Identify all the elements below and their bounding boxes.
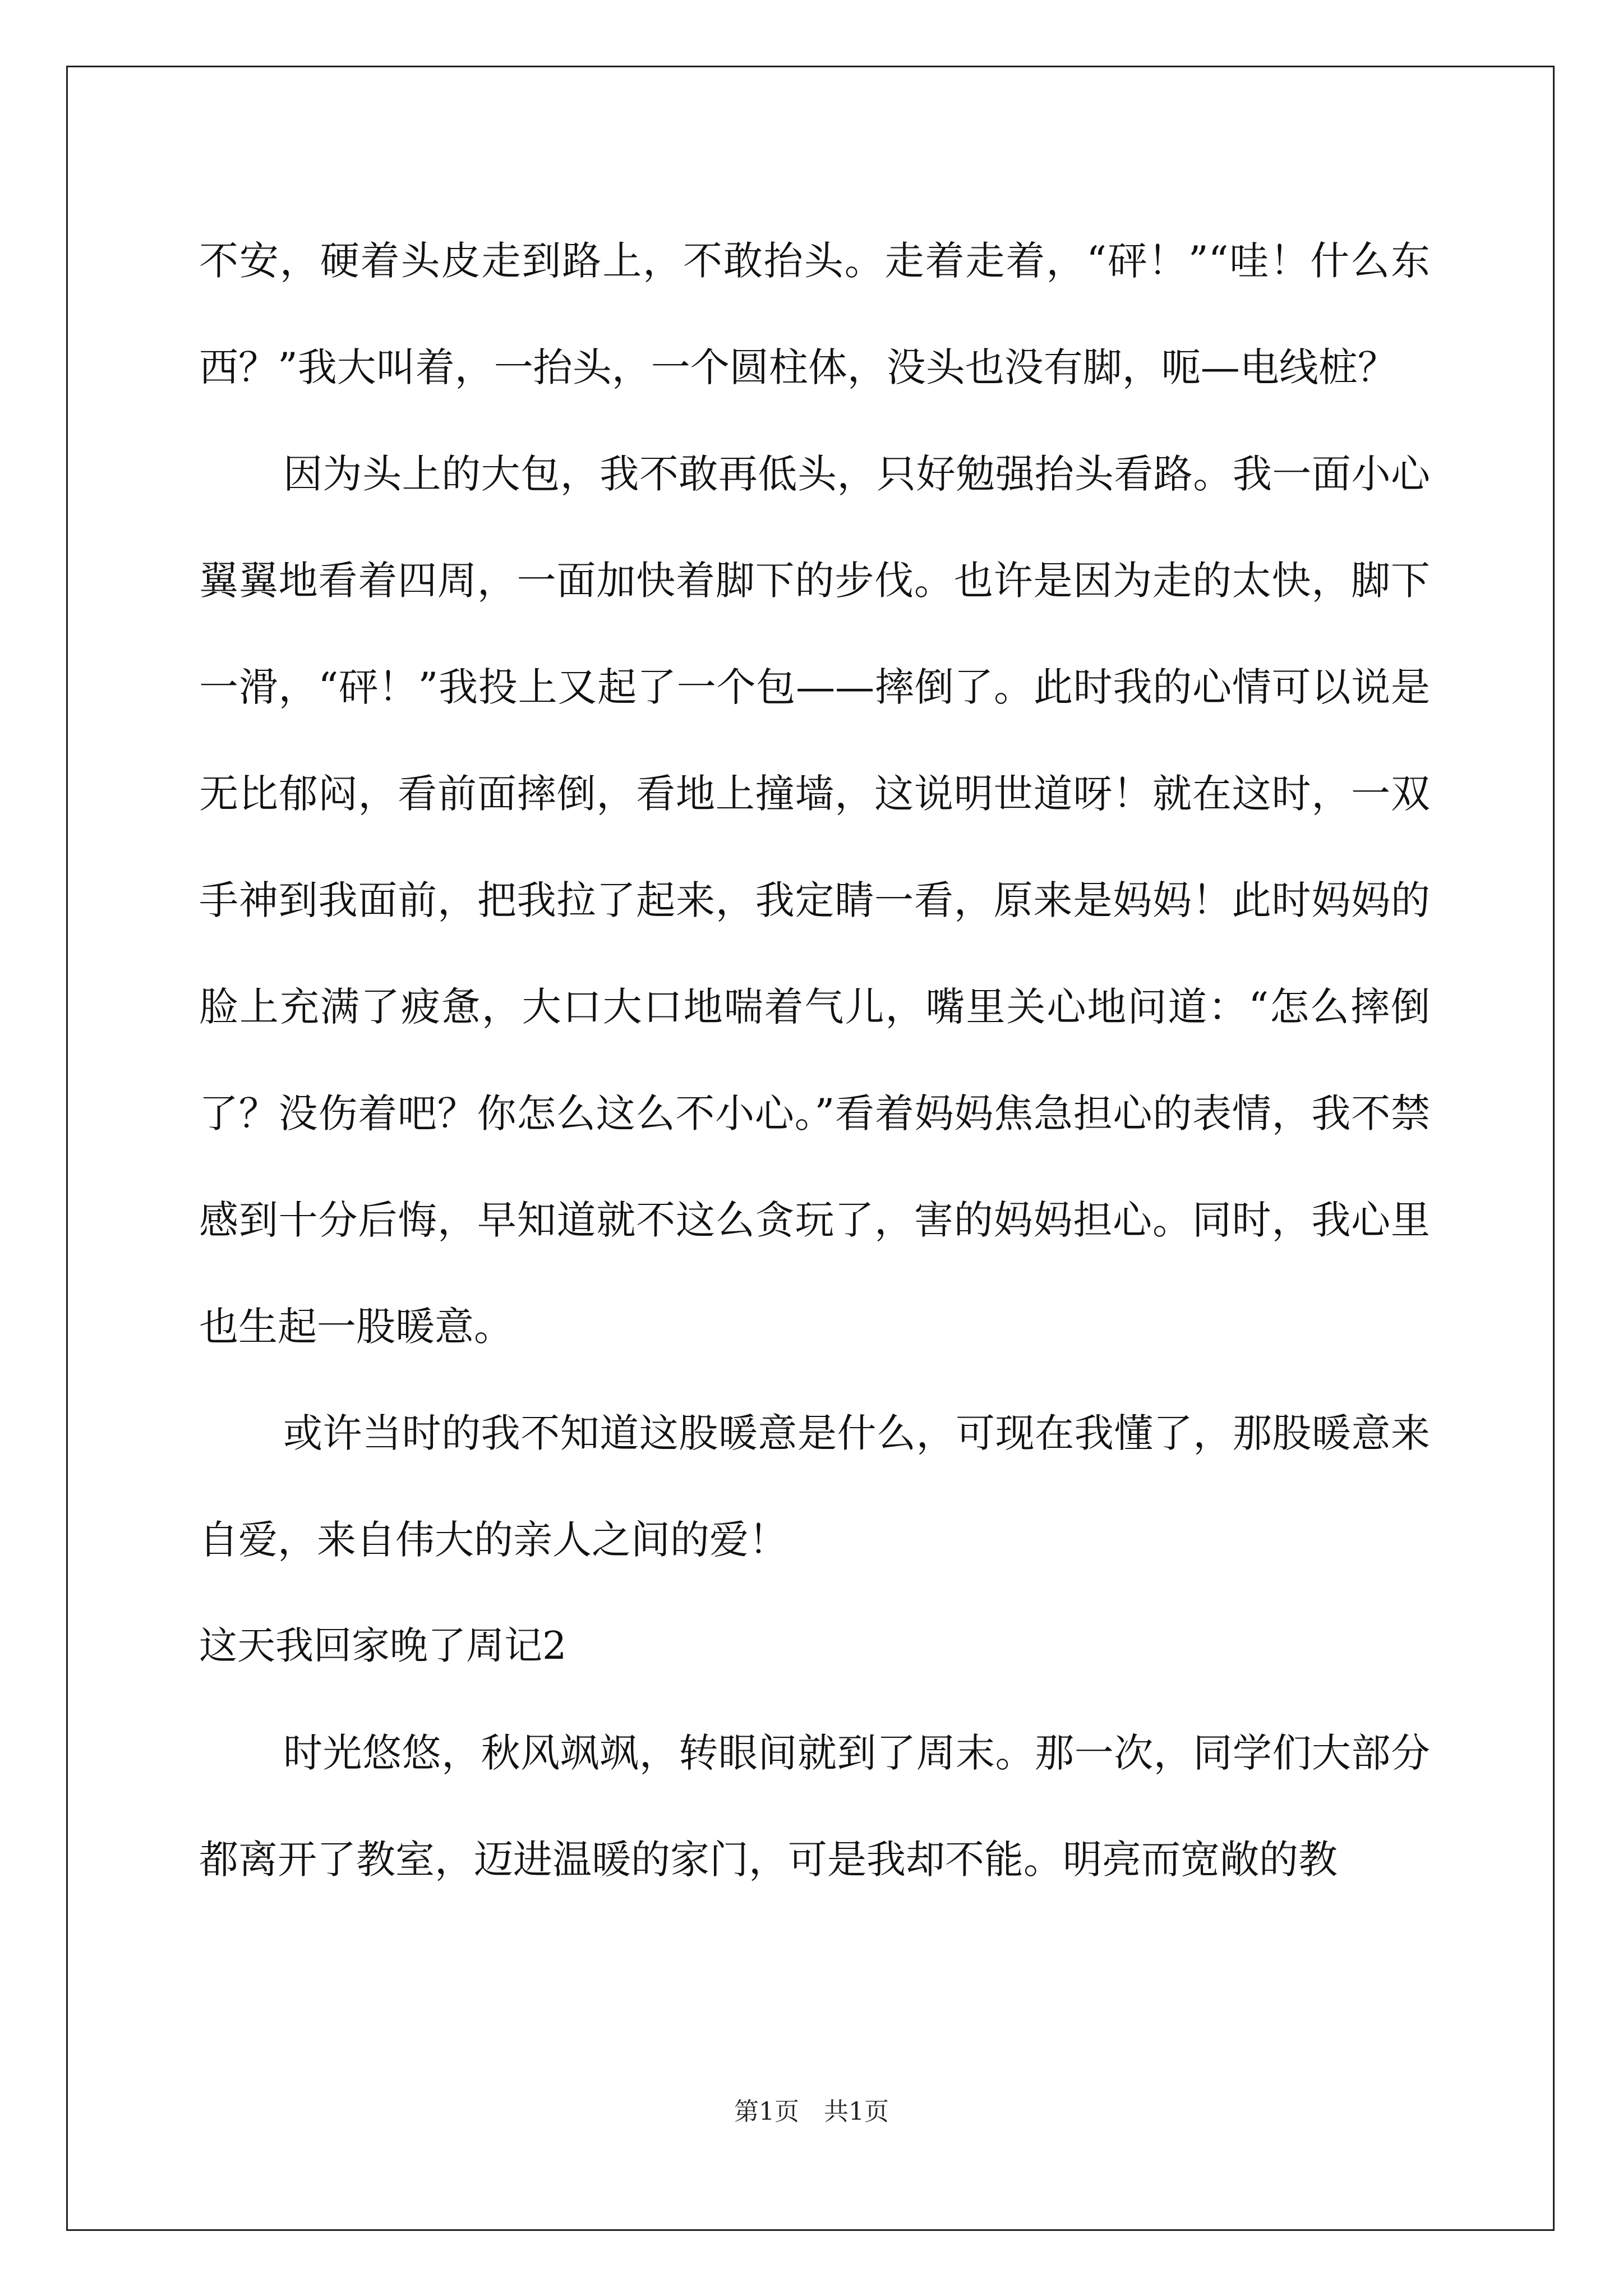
page-number-label: 第1页 共1页 [734, 2097, 889, 2126]
page-footer [0, 2095, 1623, 2129]
document-body [199, 208, 1430, 1913]
section-heading: 这天我回家晚了周记2 [199, 1624, 567, 1668]
paragraph-2: 因为头上的大包，我不敢再低头，只好勉强抬头看路。我一面小心翼翼地看着四周，一面加快着脚下的步伐。也许是因为走的太快，脚下一滑，“砰！”我投上又起了一个包——摔倒了。此时我的心情可以说是无比郁闷，看前面摔倒，看地上撞墙，这说明世道呀！就在这时，一双手神到我面前，把我拉了起来，我定睛一看，原来是妈妈！此时妈妈的脸上充满了疲惫，大口大口地喘着气儿，嘴里关心地问道：“怎么摔倒了？没伤着吧？你怎么这么不小心。”看着妈妈焦急担心的表情，我不禁感到十分后悔，早知道就不这么贪玩了，害的妈妈担心。同时，我心里也生起一股暖意。 [199, 451, 1430, 1350]
paragraph-4: 时光悠悠，秋风飒飒，转眼间就到了周末。那一次，同学们大部分都离开了教室，迈进温暖的家门，可是我却不能。明亮而宽敞的教 [199, 1730, 1430, 1883]
paragraph-3: 或许当时的我不知道这股暖意是什么，可现在我懂了，那股暖意来自爱，来自伟大的亲人之间的爱！ [199, 1410, 1430, 1563]
paragraph-1: 不安，硬着头皮走到路上，不敢抬头。走着走着，“砰！”“哇！什么东西？”我大叫着，一抬头，一个圆柱体，没头也没有脚，呃—电线桩？ [199, 238, 1430, 390]
